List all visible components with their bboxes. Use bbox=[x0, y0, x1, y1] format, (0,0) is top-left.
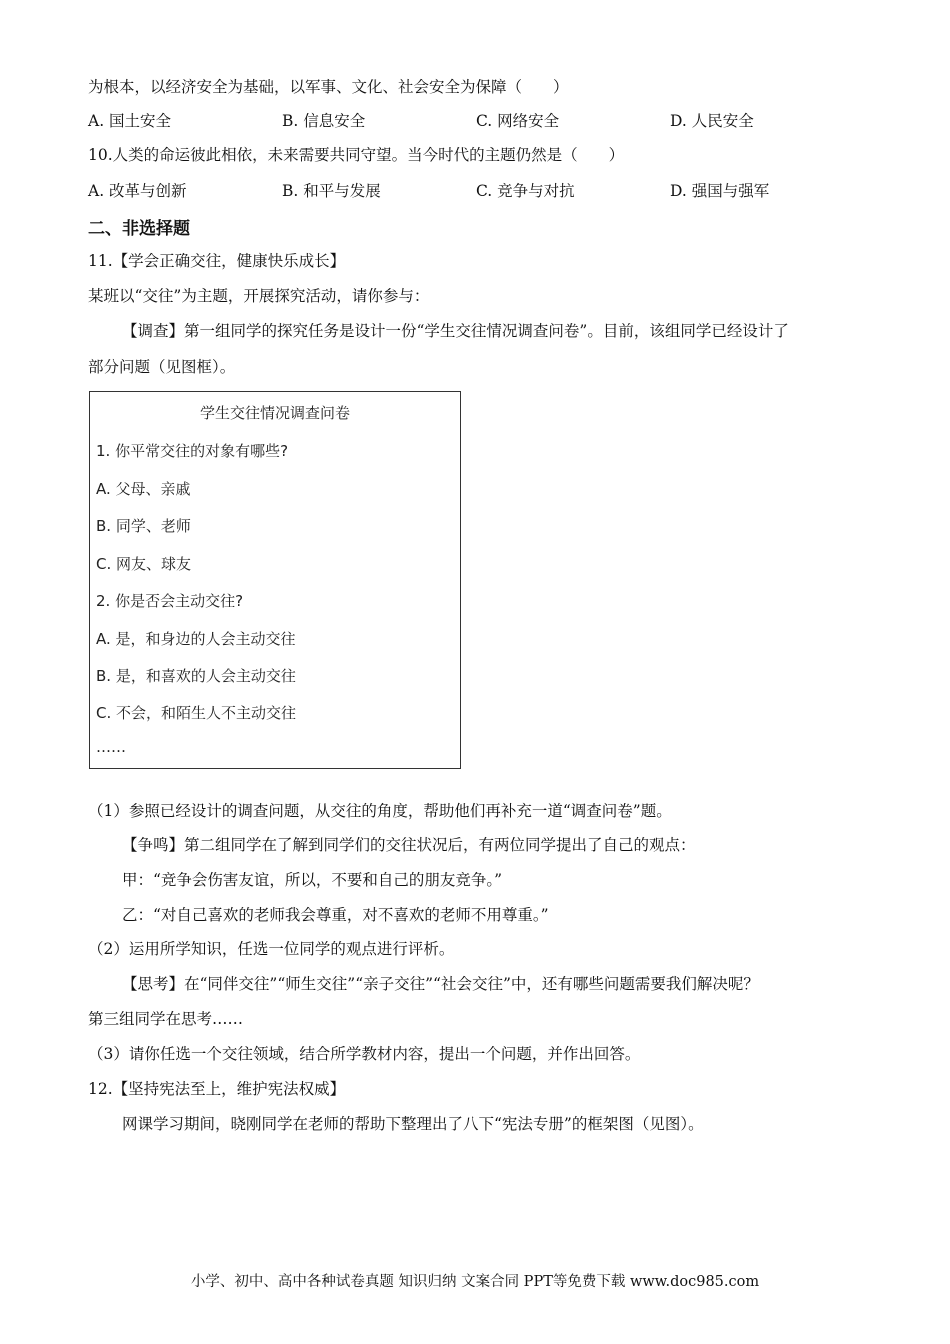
questionnaire-line: 2. 你是否会主动交往? bbox=[96, 592, 244, 610]
q9-option-a: A. 国土安全 bbox=[88, 112, 172, 130]
q10-option-a: A. 改革与创新 bbox=[88, 182, 187, 200]
q9-stem-tail: 为根本，以经济安全为基础，以军事、文化、社会安全为保障（ ） bbox=[88, 78, 569, 96]
q12-intro: 网课学习期间，晓刚同学在老师的帮助下整理出了八下“宪法专册”的框架图（见图）。 bbox=[122, 1115, 704, 1133]
page-footer: 小学、初中、高中各种试卷真题 知识归纳 文案合同 PPT等免费下载 www.doc985.com bbox=[190, 1274, 760, 1290]
questionnaire-line: 1. 你平常交往的对象有哪些? bbox=[96, 442, 289, 460]
q9-option-d: D. 人民安全 bbox=[670, 112, 754, 130]
q10-option-b: B. 和平与发展 bbox=[282, 182, 381, 200]
q11-survey-line2: 部分问题（见图框）。 bbox=[88, 358, 236, 376]
q11-title: 11.【学会正确交往，健康快乐成长】 bbox=[88, 252, 346, 270]
q11-think-line2: 第三组同学在思考…… bbox=[88, 1010, 244, 1028]
questionnaire-line: C. 不会，和陌生人不主动交往 bbox=[96, 704, 297, 722]
questionnaire-line: …… bbox=[96, 738, 126, 756]
q11-yi: 乙：“对自己喜欢的老师我会尊重，对不喜欢的老师不用尊重。” bbox=[122, 906, 549, 924]
q11-sub2: （2）运用所学知识，任选一位同学的观点进行评析。 bbox=[88, 940, 455, 958]
q11-sub1: （1）参照已经设计的调查问题，从交往的角度，帮助他们再补充一道“调查问卷”题。 bbox=[88, 802, 672, 820]
questionnaire-line: B. 是，和喜欢的人会主动交往 bbox=[96, 667, 296, 685]
questionnaire-line: C. 网友、球友 bbox=[96, 555, 192, 573]
questionnaire-title: 学生交往情况调查问卷 bbox=[199, 404, 350, 422]
q11-survey-line1: 【调查】第一组同学的探究任务是设计一份“学生交往情况调查问卷”。目前，该组同学已经设计了 bbox=[122, 322, 789, 340]
q11-think-line1: 【思考】在“同伴交往”“师生交往”“亲子交往”“社会交往”中，还有哪些问题需要我们解决呢？ bbox=[122, 975, 759, 993]
q9-option-b: B. 信息安全 bbox=[282, 112, 366, 130]
questionnaire-line: B. 同学、老师 bbox=[96, 517, 191, 535]
q11-sub3: （3）请你任选一个交往领域，结合所学教材内容，提出一个问题，并作出回答。 bbox=[88, 1045, 641, 1063]
questionnaire-line: A. 是，和身边的人会主动交往 bbox=[96, 630, 296, 648]
q10-option-d: D. 强国与强军 bbox=[670, 182, 770, 200]
q9-option-c: C. 网络安全 bbox=[476, 112, 560, 130]
q10-stem: 10.人类的命运彼此相依，未来需要共同守望。当今时代的主题仍然是（ ） bbox=[88, 146, 625, 164]
q11-jia: 甲：“竞争会伤害友谊，所以，不要和自己的朋友竞争。” bbox=[122, 871, 503, 889]
q11-debate: 【争鸣】第二组同学在了解到同学们的交往状况后，有两位同学提出了自己的观点： bbox=[122, 836, 696, 854]
questionnaire-line: A. 父母、亲戚 bbox=[96, 480, 191, 498]
questionnaire-box bbox=[89, 391, 461, 769]
q11-intro: 某班以“交往”为主题，开展探究活动，请你参与： bbox=[88, 287, 430, 305]
q10-option-c: C. 竞争与对抗 bbox=[476, 182, 575, 200]
section-heading: 二、非选择题 bbox=[88, 219, 190, 239]
q12-title: 12.【坚持宪法至上，维护宪法权威】 bbox=[88, 1080, 346, 1098]
